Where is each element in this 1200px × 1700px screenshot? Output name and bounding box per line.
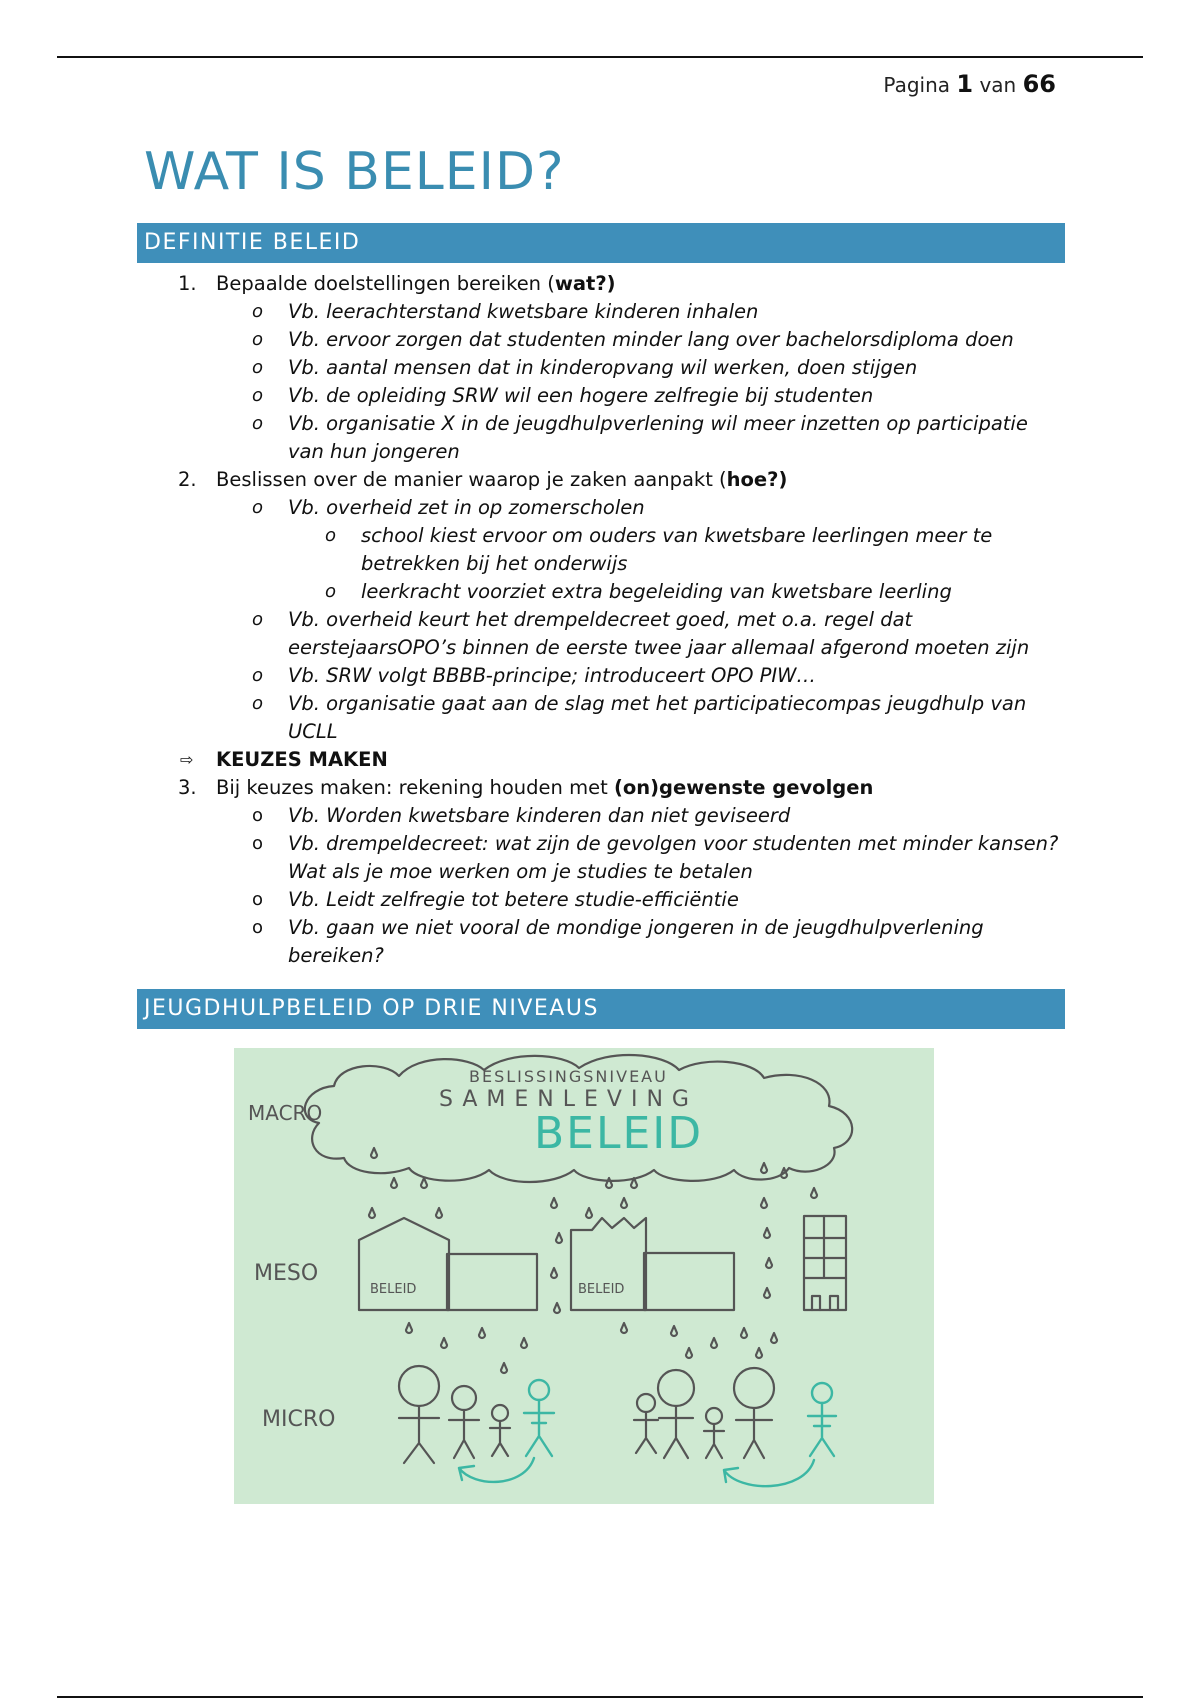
list-number: 2.: [178, 468, 197, 491]
footer-rule: [57, 1696, 1143, 1698]
sub-item: [0, 830, 1200, 886]
sub-item-text: Vb. ervoor zorgen dat studenten minder lang over bachelorsdiploma doen: [288, 328, 1014, 351]
page-total: 66: [1022, 70, 1056, 98]
list-number: 3.: [178, 776, 197, 799]
bullet-o-icon: o: [252, 665, 264, 686]
sub-item-text: Vb. organisatie gaat aan de slag met het participatiecompas jeugdhulp van UCLL: [288, 692, 1027, 743]
list-item-2: [0, 466, 1200, 494]
meso-label: MESO: [254, 1261, 319, 1286]
sub-sub-item-text: leerkracht voorziet extra begeleiding van kwetsbare leerling: [361, 580, 952, 603]
bullet-o-icon: o: [325, 581, 337, 602]
list-item-emphasis: wat?): [554, 272, 616, 295]
sub-item: [0, 802, 1200, 830]
list-item-text: Beslissen over de manier waarop je zaken aanpakt (: [216, 468, 727, 491]
bullet-o-icon: o: [252, 609, 264, 630]
list-item-3: [0, 774, 1200, 802]
conclusion-text: KEUZES MAKEN: [216, 748, 388, 771]
list-item-text: Bij keuzes maken: rekening houden met: [216, 776, 614, 799]
sub-item: [0, 326, 1200, 354]
building-1-label: BELEID: [370, 1282, 417, 1297]
list-item-1: [0, 270, 1200, 298]
three-levels-illustration: [234, 1048, 934, 1504]
bullet-o-icon: o: [252, 833, 264, 854]
sub-item-text: Vb. drempeldecreet: wat zijn de gevolgen voor studenten met minder kansen? Wat als je moe werken om je studies te betalen: [288, 832, 1059, 883]
bullet-o-icon: o: [252, 385, 264, 406]
bullet-o-icon: o: [252, 329, 264, 350]
bullet-o-icon: o: [252, 413, 264, 434]
sub-sub-item: [0, 578, 1200, 606]
sub-item: [0, 662, 1200, 690]
sub-item-text: Vb. aantal mensen dat in kinderopvang wil werken, doen stijgen: [288, 356, 918, 379]
bullet-o-icon: o: [252, 301, 264, 322]
micro-label: MICRO: [262, 1407, 336, 1432]
bullet-o-icon: o: [252, 497, 264, 518]
macro-label: MACRO: [248, 1101, 323, 1125]
list-number: 1.: [178, 272, 197, 295]
sub-item: [0, 886, 1200, 914]
bullet-o-icon: o: [325, 525, 337, 546]
list-item-emphasis: hoe?): [726, 468, 788, 491]
bullet-o-icon: o: [252, 357, 264, 378]
sub-item-text: Vb. de opleiding SRW wil een hogere zelfregie bij studenten: [288, 384, 874, 407]
page-number: [883, 70, 1056, 98]
sub-item: [0, 354, 1200, 382]
sub-item: [0, 410, 1200, 466]
sub-item: [0, 382, 1200, 410]
list-item-text: Bepaalde doelstellingen bereiken (: [216, 272, 555, 295]
sub-item: [0, 494, 1200, 522]
sub-sub-item: [0, 522, 1200, 578]
sub-item-text: Vb. overheid zet in op zomerscholen: [288, 496, 645, 519]
sub-item: [0, 690, 1200, 746]
bullet-o-icon: o: [252, 889, 264, 910]
sub-item-text: Vb. SRW volgt BBBB-principe; introduceert OPO PIW…: [288, 664, 816, 687]
page-title: WAT IS BELEID?: [144, 142, 565, 202]
sub-sub-item-text: school kiest ervoor om ouders van kwetsbare leerlingen meer te betrekken bij het onderwijs: [361, 524, 993, 575]
sub-item-text: Vb. leerachterstand kwetsbare kinderen inhalen: [288, 300, 759, 323]
bullet-o-icon: o: [252, 805, 264, 826]
sub-item-text: Vb. Leidt zelfregie tot betere studie-efficiëntie: [288, 888, 739, 911]
definition-list: [0, 270, 1200, 970]
bullet-o-icon: o: [252, 917, 264, 938]
list-item-emphasis: (on)gewenste gevolgen: [613, 776, 874, 799]
arrow-right-icon: ⇨: [180, 750, 194, 769]
cloud-mid-label: SAMENLEVING: [439, 1087, 698, 1112]
sub-item-text: Vb. organisatie X in de jeugdhulpverlening wil meer inzetten op participatie van hun jongeren: [288, 412, 1028, 463]
sub-item-text: Vb. overheid keurt het drempeldecreet goed, met o.a. regel dat eerstejaarsOPO’s binnen de eerste twee jaar allemaal afgerond moeten zijn: [288, 608, 1030, 659]
sub-item-text: Vb. gaan we niet vooral de mondige jongeren in de jeugdhulpverlening bereiken?: [288, 916, 984, 967]
page-prefix: Pagina: [883, 73, 951, 97]
sub-item: [0, 298, 1200, 326]
cloud-big-label: BELEID: [534, 1108, 704, 1159]
sub-item-text: Vb. Worden kwetsbare kinderen dan niet geviseerd: [288, 804, 791, 827]
building-2-label: BELEID: [578, 1282, 625, 1297]
sub-item: [0, 914, 1200, 970]
section-heading-niveaus: JEUGDHULPBELEID OP DRIE NIVEAUS: [137, 989, 1065, 1029]
page-current: 1: [956, 70, 974, 98]
header-rule: [57, 56, 1143, 58]
bullet-o-icon: o: [252, 693, 264, 714]
cloud-top-label: BESLISSINGSNIVEAU: [469, 1067, 668, 1086]
section-heading-definitie: DEFINITIE BELEID: [137, 223, 1065, 263]
page-separator: van: [979, 73, 1017, 97]
conclusion-item: [0, 746, 1200, 774]
sub-item: [0, 606, 1200, 662]
